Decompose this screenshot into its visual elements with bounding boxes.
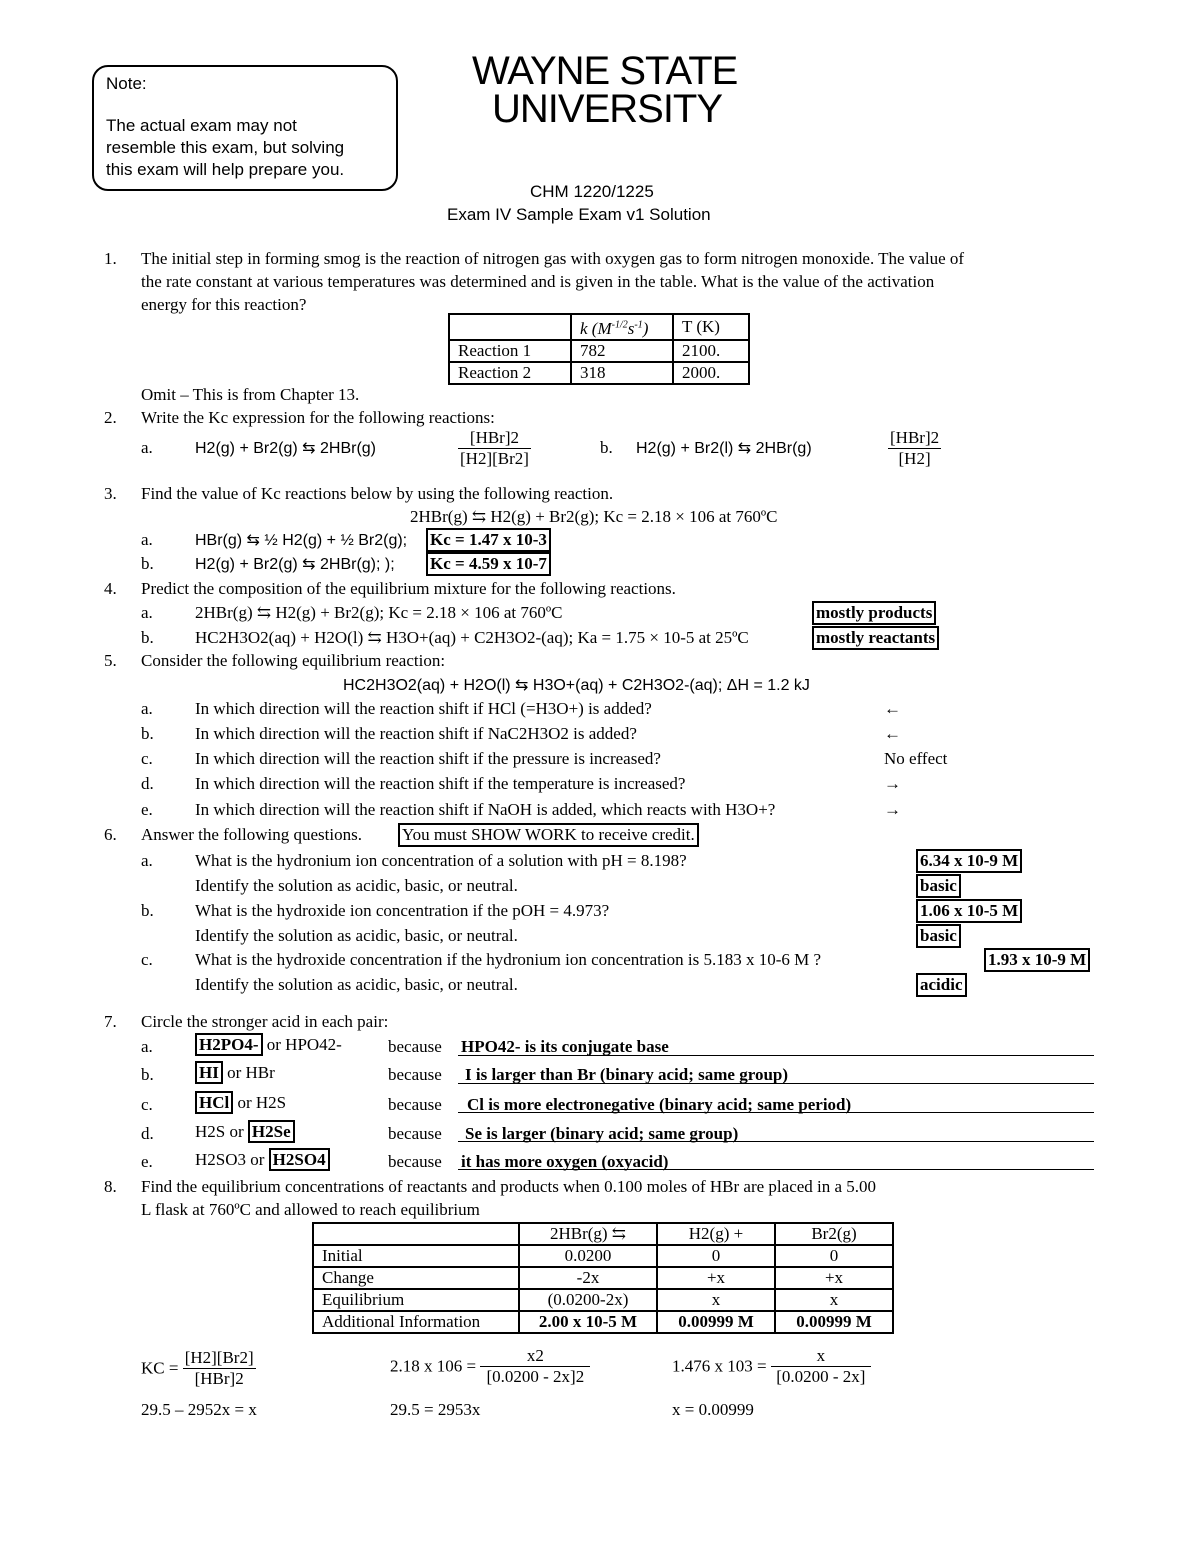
q7c-answer-line — [458, 1112, 1094, 1113]
note-body-3: this exam will help prepare you. — [106, 160, 345, 179]
kc-equation — [141, 1348, 256, 1389]
table-cell: 782 — [571, 340, 673, 362]
q6a-identify: Identify the solution as acidic, basic, or neutral. — [195, 876, 518, 895]
work-line-3: x = 0.00999 — [672, 1400, 754, 1419]
q5-number: 5. — [104, 651, 117, 670]
table-cell: x — [775, 1289, 893, 1311]
eq2-denominator: [0.0200 - 2x]2 — [486, 1367, 585, 1386]
eq3-lhs: 1.476 x 103 = — [672, 1356, 767, 1376]
q6a-identify-answer: basic — [916, 874, 961, 898]
q6a-text: What is the hydronium ion concentration of a solution with pH = 8.198? — [195, 851, 687, 870]
table-cell: 0.0200 — [519, 1245, 657, 1267]
q3-text: Find the value of Kc reactions below by using the following reaction. — [141, 484, 614, 503]
q3a-equation: HBr(g) ⇆ ½ H2(g) + ½ Br2(g); — [195, 532, 408, 549]
note-title: Note: — [106, 74, 147, 93]
table-row — [313, 1289, 893, 1311]
q6c-text: What is the hydroxide concentration if the hydronium ion concentration is 5.183 x 10-6 M ? — [195, 950, 822, 969]
q2a-denominator: [H2][Br2] — [460, 449, 529, 468]
q4b-label: b. — [141, 628, 154, 647]
table-row — [449, 362, 749, 384]
q6b-label: b. — [141, 901, 154, 920]
q6c-answer: 1.93 x 10-9 M — [984, 948, 1090, 972]
table-cell: 2.00 x 10-5 M — [519, 1311, 657, 1333]
kc-lhs: KC = — [141, 1358, 179, 1378]
table-header: 2HBr(g) ⇆ — [519, 1223, 657, 1245]
q2b-equation: H2(g) + Br2(l) ⇆ 2HBr(g) — [636, 440, 812, 457]
q4b-answer: mostly reactants — [812, 626, 939, 650]
q3-number: 3. — [104, 484, 117, 503]
q5e-answer: → — [884, 800, 901, 819]
table-header: T (K) — [673, 314, 749, 340]
q7a-reason: HPO42- is its conjugate base — [461, 1037, 669, 1056]
q7c-label: c. — [141, 1095, 153, 1114]
table-cell: 0.00999 M — [775, 1311, 893, 1333]
q7d-pair: H2S or H2Se — [195, 1122, 295, 1142]
table-cell: 0.00999 M — [657, 1311, 775, 1333]
q7a-label: a. — [141, 1037, 153, 1056]
q7c-reason: Cl is more electronegative (binary acid; same period) — [467, 1095, 852, 1114]
q1-omit: Omit – This is from Chapter 13. — [141, 385, 360, 404]
q4a-equation: 2HBr(g) ⇆ H2(g) + Br2(g); Kc = 2.18 × 106 at 760ºC — [195, 603, 563, 622]
q5c-text: In which direction will the reaction shift if the pressure is increased? — [195, 749, 661, 768]
q7d-reason: Se is larger (binary acid; same group) — [465, 1124, 739, 1143]
table-cell: Equilibrium — [313, 1289, 519, 1311]
q7b-label: b. — [141, 1065, 154, 1084]
table-cell: 318 — [571, 362, 673, 384]
q6-show-work: You must SHOW WORK to receive credit. — [398, 823, 699, 847]
q6-number: 6. — [104, 825, 117, 844]
table-header: Br2(g) — [775, 1223, 893, 1245]
table-row: k $(M^{-1/2}s^{-1})$ T (K) — [449, 314, 749, 340]
q2-text: Write the Kc expression for the following reactions: — [141, 408, 495, 427]
q7b-answer-line — [458, 1083, 1094, 1084]
q7e-answer-line — [458, 1169, 1094, 1170]
ice-table — [312, 1222, 894, 1334]
q5d-text: In which direction will the reaction shift if the temperature is increased? — [195, 774, 686, 793]
q6b-identify: Identify the solution as acidic, basic, or neutral. — [195, 926, 518, 945]
q3b-equation: H2(g) + Br2(g) ⇆ 2HBr(g); ); — [195, 556, 395, 573]
q7d-circled: H2Se — [248, 1120, 295, 1143]
table-row — [313, 1223, 893, 1245]
table-cell: +x — [657, 1267, 775, 1289]
eq2 — [390, 1346, 590, 1387]
table-cell: 2000. — [673, 362, 749, 384]
table-cell: Additional Information — [313, 1311, 519, 1333]
note-body-2: resemble this exam, but solving — [106, 138, 345, 157]
q2b-label: b. — [600, 438, 613, 457]
work-line-1: 29.5 – 2952x = x — [141, 1400, 257, 1419]
table-cell: +x — [775, 1267, 893, 1289]
q2a-expression — [458, 428, 531, 469]
q6b-answer: 1.06 x 10-5 M — [916, 899, 1022, 923]
q2a-equation: H2(g) + Br2(g) ⇆ 2HBr(g) — [195, 440, 376, 457]
q7b-circled: HI — [195, 1061, 223, 1084]
table-cell: 2100. — [673, 340, 749, 362]
q5e-text: In which direction will the reaction shift if NaOH is added, which reacts with H3O+? — [195, 800, 776, 819]
table-row — [313, 1245, 893, 1267]
q7c-circled: HCl — [195, 1091, 233, 1114]
kc-denominator: [HBr]2 — [194, 1369, 244, 1388]
table-row — [313, 1311, 893, 1333]
table-header: H2(g) + — [657, 1223, 775, 1245]
q7-number: 7. — [104, 1012, 117, 1031]
q4-number: 4. — [104, 579, 117, 598]
note-body-1: The actual exam may not — [106, 116, 297, 135]
table-cell: Reaction 2 — [449, 362, 571, 384]
q2-number: 2. — [104, 408, 117, 427]
q2b-denominator: [H2] — [898, 449, 931, 468]
eq3 — [672, 1346, 871, 1387]
q6c-identify-answer: acidic — [916, 973, 967, 997]
eq2-fraction — [480, 1346, 590, 1387]
logo-line-2: UNIVERSITY — [492, 87, 723, 131]
q3b-label: b. — [141, 554, 154, 573]
q7b-because: because — [388, 1065, 442, 1084]
page-title: Exam IV Sample Exam v1 Solution — [447, 205, 711, 224]
kc-numerator: [H2][Br2] — [184, 1348, 254, 1367]
eq2-lhs: 2.18 x 106 = — [390, 1356, 477, 1376]
q5a-text: In which direction will the reaction shift if HCl (=H3O+) is added? — [195, 699, 652, 718]
q7e-reason: it has more oxygen (oxyacid) — [461, 1152, 669, 1171]
q6b-identify-answer: basic — [916, 924, 961, 948]
course-code: CHM 1220/1225 — [530, 182, 654, 201]
q4a-label: a. — [141, 603, 153, 622]
table-cell: Reaction 1 — [449, 340, 571, 362]
q7-text: Circle the stronger acid in each pair: — [141, 1012, 389, 1031]
table-row — [449, 340, 749, 362]
table-cell: x — [657, 1289, 775, 1311]
q7d-because: because — [388, 1124, 442, 1143]
wsu-logo — [472, 49, 738, 131]
q3b-answer: Kc = 4.59 x 10-7 — [426, 552, 551, 576]
q6b-text: What is the hydroxide ion concentration if the pOH = 4.973? — [195, 901, 610, 920]
eq3-numerator: x — [771, 1346, 871, 1367]
q3a-answer: Kc = 1.47 x 10-3 — [426, 528, 551, 552]
table-row — [313, 1267, 893, 1289]
q7b-reason: I is larger than Br (binary acid; same group) — [465, 1065, 789, 1084]
q5c-answer: No effect — [884, 749, 948, 768]
table-cell: 0 — [657, 1245, 775, 1267]
q5b-text: In which direction will the reaction shift if NaC2H3O2 is added? — [195, 724, 637, 743]
table-cell — [313, 1223, 519, 1245]
q7a-answer-line — [458, 1055, 1094, 1056]
eq3-denominator: [0.0200 - 2x] — [776, 1367, 866, 1386]
q7a-pair: H2PO4- or HPO42- — [195, 1035, 342, 1055]
q5a-answer: ← — [884, 699, 901, 718]
q7e-circled: H2SO4 — [269, 1148, 330, 1171]
table-cell: Change — [313, 1267, 519, 1289]
q6a-label: a. — [141, 851, 153, 870]
q7c-because: because — [388, 1095, 442, 1114]
q2b-numerator: [HBr]2 — [890, 428, 940, 447]
q5-equation: HC2H3O2(aq) + H2O(l) ⇆ H3O+(aq) + C2H3O2-(aq); ΔH = 1.2 kJ — [343, 677, 810, 694]
q1-number: 1. — [104, 249, 117, 268]
q7d-answer-line — [458, 1141, 1094, 1142]
q2a-numerator: [HBr]2 — [458, 428, 531, 449]
q1-text-2: the rate constant at various temperatures was determined and is given in the table. What is the value of the activation — [141, 272, 935, 291]
kc-fraction — [183, 1348, 256, 1389]
q1-text-3: energy for this reaction? — [141, 295, 307, 314]
q8-text-2: L flask at 760ºC and allowed to reach equilibrium — [141, 1200, 480, 1219]
q5d-label: d. — [141, 774, 154, 793]
table-cell: 0 — [775, 1245, 893, 1267]
q5b-label: b. — [141, 724, 154, 743]
q6a-answer: 6.34 x 10-9 M — [916, 849, 1022, 873]
table-cell: Initial — [313, 1245, 519, 1267]
q5a-label: a. — [141, 699, 153, 718]
q7e-pair: H2SO3 or H2SO4 — [195, 1150, 330, 1170]
table-cell: -2x — [519, 1267, 657, 1289]
note-box — [92, 65, 398, 191]
q4a-answer: mostly products — [812, 601, 936, 625]
q7a-because: because — [388, 1037, 442, 1056]
eq2-numerator: x2 — [480, 1346, 590, 1367]
q5d-answer: → — [884, 774, 901, 793]
q5c-label: c. — [141, 749, 153, 768]
q5-text: Consider the following equilibrium reaction: — [141, 651, 446, 670]
q7a-circled: H2PO4- — [195, 1033, 263, 1056]
q6-text: Answer the following questions. — [141, 825, 362, 844]
q2b-expression — [888, 428, 941, 469]
q4-text: Predict the composition of the equilibrium mixture for the following reactions. — [141, 579, 676, 598]
table-cell: (0.0200-2x) — [519, 1289, 657, 1311]
q8-number: 8. — [104, 1177, 117, 1196]
q5e-label: e. — [141, 800, 153, 819]
eq3-fraction — [771, 1346, 871, 1387]
q2a-label: a. — [141, 438, 153, 457]
q8-text-1: Find the equilibrium concentrations of reactants and products when 0.100 moles of HBr are placed in a 5.00 — [141, 1177, 877, 1196]
q1-text-1: The initial step in forming smog is the reaction of nitrogen gas with oxygen gas to form nitrogen monoxide. The value of — [141, 249, 965, 268]
q6c-identify: Identify the solution as acidic, basic, or neutral. — [195, 975, 518, 994]
q7c-pair: HCl or H2S — [195, 1093, 286, 1113]
q6c-label: c. — [141, 950, 153, 969]
q7b-pair: HI or HBr — [195, 1063, 275, 1083]
work-line-2: 29.5 = 2953x — [390, 1400, 481, 1419]
q7d-label: d. — [141, 1124, 154, 1143]
q3-given: 2HBr(g) ⇆ H2(g) + Br2(g); Kc = 2.18 × 106 at 760ºC — [410, 507, 778, 526]
q3a-label: a. — [141, 530, 153, 549]
q4b-equation: HC2H3O2(aq) + H2O(l) ⇆ H3O+(aq) + C2H3O2-(aq); Ka = 1.75 × 10-5 at 25ºC — [195, 628, 749, 647]
logo-line-1: WAYNE STATE — [472, 49, 738, 93]
q5b-answer: ← — [884, 724, 901, 743]
q7e-label: e. — [141, 1152, 153, 1171]
q7e-because: because — [388, 1152, 442, 1171]
rate-table — [448, 313, 750, 385]
